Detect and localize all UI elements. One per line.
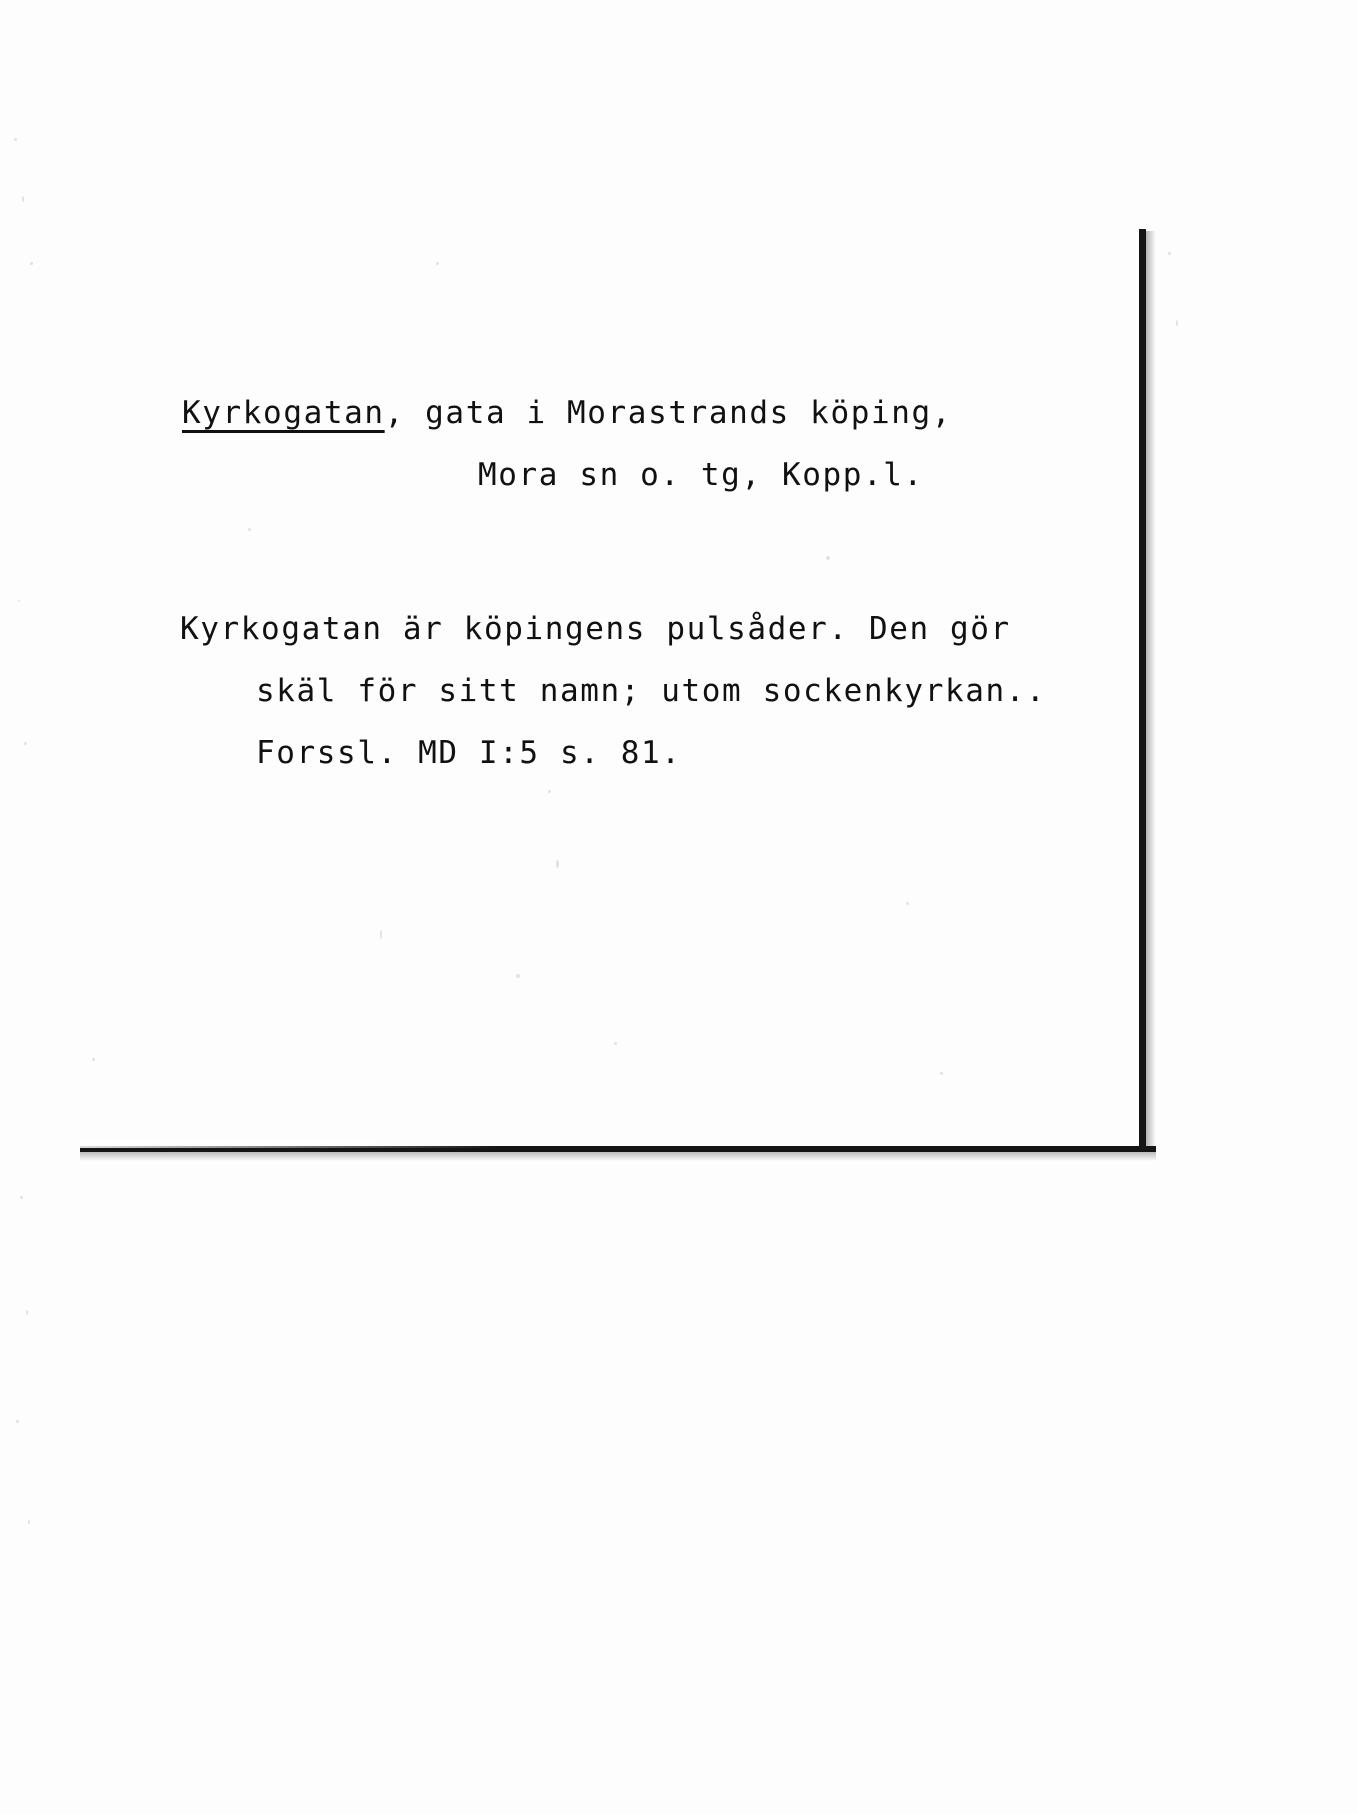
card-body-line-1: Kyrkogatan är köpingens pulsåder. Den gör bbox=[180, 611, 1011, 647]
paper-speckle bbox=[436, 262, 439, 265]
paper-speckle bbox=[614, 1042, 617, 1045]
card-edge-bottom-fade bbox=[80, 1140, 500, 1148]
paper-speckle bbox=[24, 742, 27, 745]
paper-speckle bbox=[26, 1310, 28, 1315]
paper-speckle bbox=[20, 1196, 23, 1199]
paper-speckle bbox=[826, 556, 830, 560]
card-header-line-2: Mora sn o. tg, Kopp.l. bbox=[478, 457, 924, 493]
card-body-line-3: Forssl. MD I:5 s. 81. bbox=[256, 735, 682, 771]
card-edge-right bbox=[1139, 229, 1146, 1151]
paper-speckle bbox=[516, 974, 520, 978]
paper-speckle bbox=[1168, 252, 1171, 255]
paper-speckle bbox=[556, 860, 559, 868]
paper-speckle bbox=[92, 1058, 95, 1061]
paper-speckle bbox=[16, 1420, 19, 1423]
card-headword: Kyrkogatan bbox=[182, 395, 385, 431]
paper-speckle bbox=[30, 262, 33, 265]
paper-speckle bbox=[940, 1072, 943, 1075]
card-body-line-2: skäl för sitt namn; utom sockenkyrkan.. bbox=[256, 673, 1047, 709]
paper-speckle bbox=[548, 790, 551, 793]
card-edge-bottom-shadow bbox=[80, 1152, 1156, 1161]
card-headword-line bbox=[182, 382, 952, 444]
paper-speckle bbox=[1176, 320, 1178, 326]
card-edge-right-shadow bbox=[1146, 231, 1156, 1151]
paper-speckle bbox=[380, 930, 382, 939]
paper-speckle bbox=[14, 138, 17, 141]
paper-speckle bbox=[248, 528, 251, 531]
paper-speckle bbox=[22, 196, 24, 202]
card-headword-suffix: , gata i Morastrands köping, bbox=[384, 395, 953, 431]
paper-speckle bbox=[28, 1520, 30, 1524]
paper-speckle bbox=[906, 902, 909, 905]
paper-speckle bbox=[18, 600, 20, 602]
